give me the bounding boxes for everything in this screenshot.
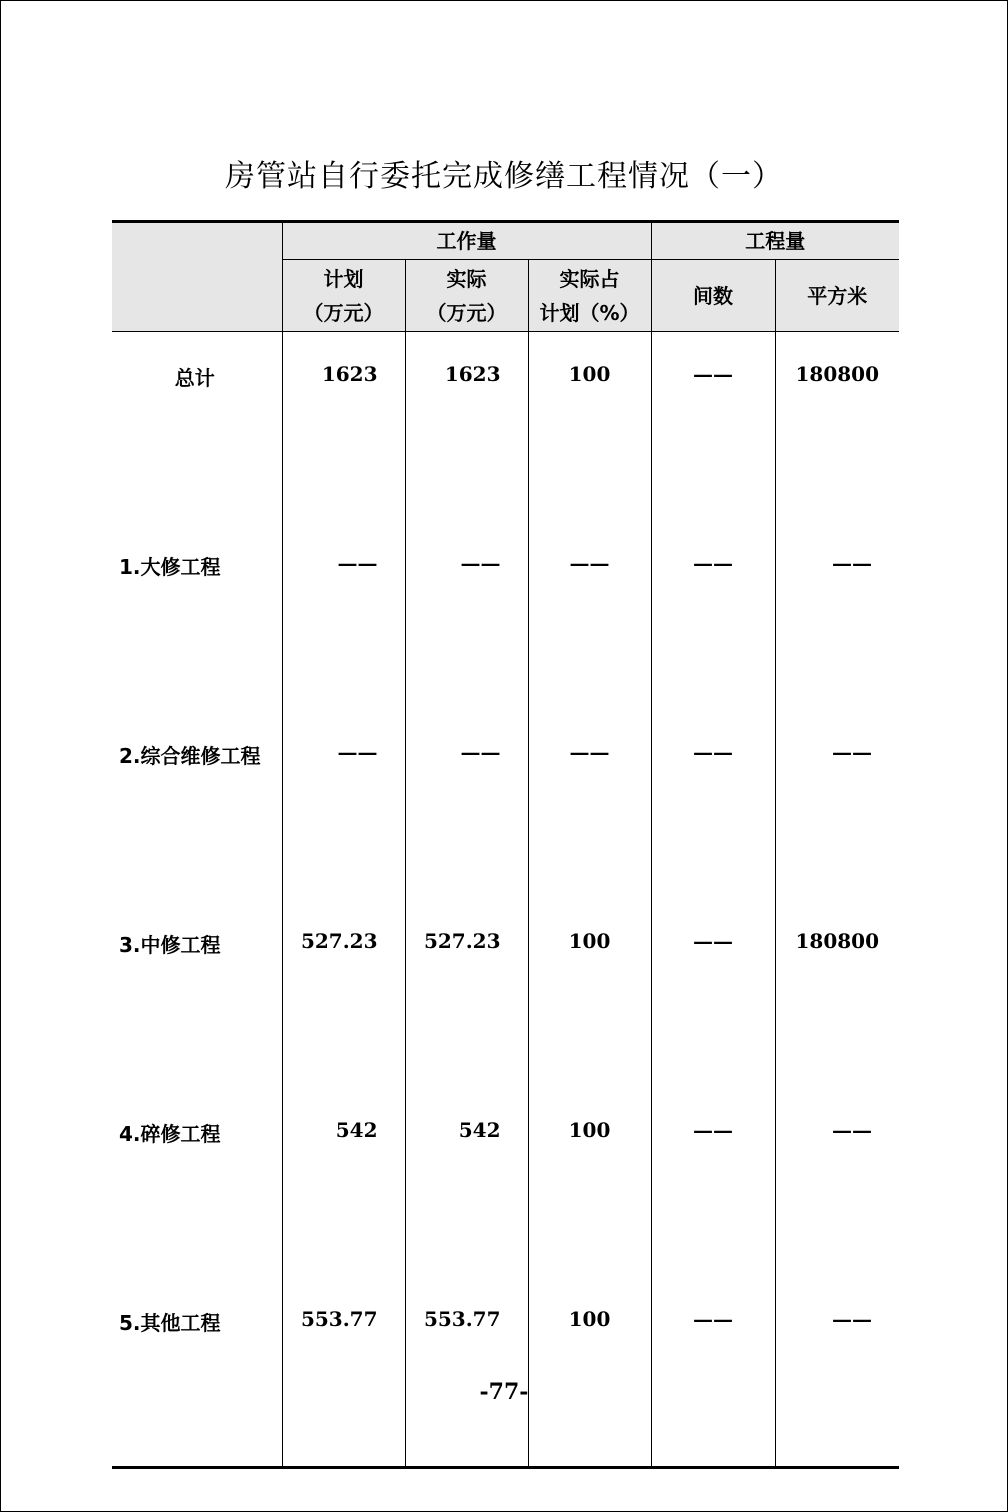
cell-rooms: —— <box>693 551 734 575</box>
cell-rooms: —— <box>693 929 734 953</box>
table-row <box>112 332 899 418</box>
cell-rooms: —— <box>693 1118 734 1142</box>
cell-percent: —— <box>569 551 610 575</box>
row-label: 5.其他工程 <box>119 1311 221 1335</box>
cell-sqm: 180800 <box>795 362 880 386</box>
page-title: 房管站自行委托完成修缮工程情况（一） <box>225 159 783 194</box>
cell-rooms: —— <box>693 740 734 764</box>
col-header-actual: 实际 （万元） <box>405 260 528 332</box>
table-row <box>112 521 899 710</box>
row-label: 3.中修工程 <box>119 933 221 957</box>
row-label: 总计 <box>174 366 215 390</box>
col-header-sqm: 平方米 <box>775 260 899 332</box>
cell-percent: 100 <box>568 929 611 953</box>
col-header-percent: 实际占 计划（%） <box>528 260 651 332</box>
cell-actual: 527.23 <box>423 929 501 953</box>
cell-percent: 100 <box>568 1307 611 1331</box>
cell-actual: 542 <box>458 1118 501 1142</box>
cell-sqm: 180800 <box>795 929 880 953</box>
statistics-table <box>112 220 899 1469</box>
cell-rooms: —— <box>693 1307 734 1331</box>
table-row <box>112 899 899 1088</box>
cell-percent: 100 <box>568 362 611 386</box>
cell-rooms: —— <box>693 362 734 386</box>
cell-actual: —— <box>460 551 501 575</box>
cell-actual: 1623 <box>444 362 501 386</box>
cell-sqm: —— <box>832 1118 873 1142</box>
cell-plan: 553.77 <box>300 1307 378 1331</box>
table-spacer <box>112 417 899 521</box>
group-header-workload: 工作量 <box>282 222 651 260</box>
table-row <box>112 1088 899 1277</box>
stub-header <box>112 222 282 332</box>
cell-actual: 553.77 <box>423 1307 501 1331</box>
cell-plan: 1623 <box>321 362 378 386</box>
cell-plan: —— <box>337 551 378 575</box>
table-row <box>112 1277 899 1468</box>
cell-plan: —— <box>337 740 378 764</box>
cell-percent: —— <box>569 740 610 764</box>
table-row <box>112 710 899 899</box>
cell-sqm: —— <box>832 551 873 575</box>
row-label: 1.大修工程 <box>119 555 221 579</box>
cell-sqm: —— <box>832 1307 873 1331</box>
cell-percent: 100 <box>568 1118 611 1142</box>
cell-plan: 542 <box>335 1118 378 1142</box>
row-label: 4.碎修工程 <box>119 1122 221 1146</box>
cell-sqm: —— <box>832 740 873 764</box>
group-header-quantity: 工程量 <box>651 222 899 260</box>
col-header-rooms: 间数 <box>651 260 775 332</box>
cell-plan: 527.23 <box>300 929 378 953</box>
page-number: -77- <box>479 1379 529 1405</box>
col-header-plan: 计划 （万元） <box>282 260 405 332</box>
cell-actual: —— <box>460 740 501 764</box>
row-label: 2.综合维修工程 <box>119 744 261 768</box>
